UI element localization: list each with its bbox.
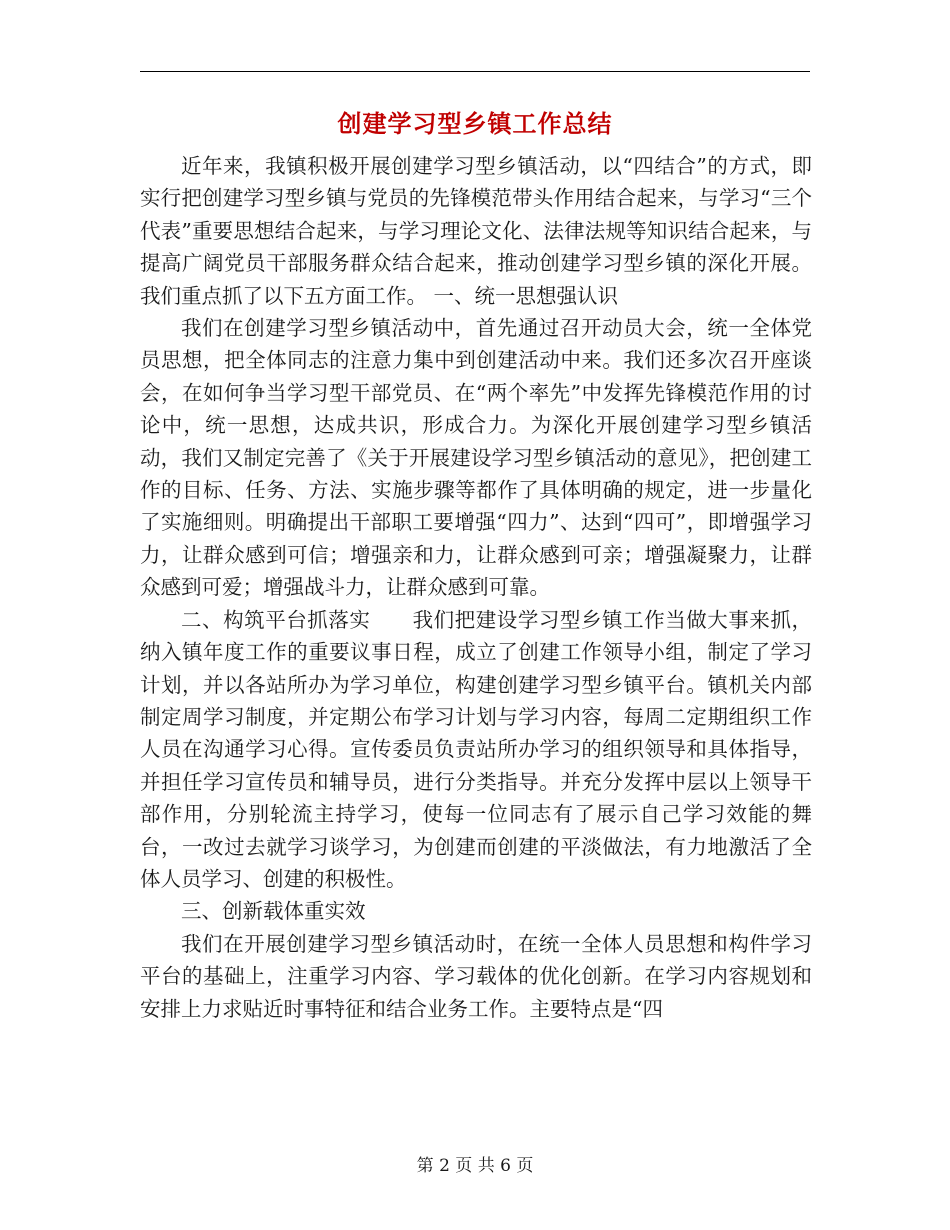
- paragraph-section-1: 我们在创建学习型乡镇活动中，首先通过召开动员大会，统一全体党员思想，把全体同志的注意力集中到创建活动中来。我们还多次召开座谈会，在如何争当学习型干部党员、在“两个率先”中发挥先锋模范作用的讨论中，统一思想，达成共识，形成合力。为深化开展创建学习型乡镇活动，我们又制定完善了《关于开展建设学习型乡镇活动的意见》，把创建工作的目标、任务、方法、实施步骤等都作了具体明确的规定，进一步量化了实施细则。明确提出干部职工要增强“四力”、达到“四可”，即增强学习力，让群众感到可信；增强亲和力，让群众感到可亲；增强凝聚力，让群众感到可爱；增强战斗力，让群众感到可靠。: [140, 316, 812, 600]
- header-rule: [140, 71, 810, 72]
- paragraph-section-2: 二、构筑平台抓落实 我们把建设学习型乡镇工作当做大事来抓，纳入镇年度工作的重要议事日程，成立了创建工作领导小组，制定了学习计划，并以各站所办为学习单位，构建创建学习型乡镇平台。镇机关内部制定周学习制度，并定期公布学习计划与学习内容，每周二定期组织工作人员在沟通学习心得。宣传委员负责站所办学习的组织领导和具体指导，并担任学习宣传员和辅导员，进行分类指导。并充分发挥中层以上领导干部作用，分别轮流主持学习，使每一位同志有了展示自己学习效能的舞台，一改过去就学习谈学习，为创建而创建的平淡做法，有力地激活了全体人员学习、创建的积极性。: [140, 607, 812, 891]
- page-number: 第 2 页 共 6 页: [416, 1156, 534, 1176]
- section-heading-3: 三、创新载体重实效: [181, 899, 366, 924]
- paragraph-section-3: 我们在开展创建学习型乡镇活动时，在统一全体人员思想和构件学习平台的基础上，注重学习内容、学习载体的优化创新。在学习内容规划和安排上力求贴近时事特征和结合业务工作。主要特点是“四: [140, 931, 812, 1021]
- document-body: [140, 150, 812, 1025]
- document-title: 创建学习型乡镇工作总结: [337, 109, 613, 138]
- paragraph-intro: 近年来，我镇积极开展创建学习型乡镇活动，以“四结合”的方式，即实行把创建学习型乡镇与党员的先锋模范带头作用结合起来，与学习“三个代表”重要思想结合起来，与学习理论文化、法律法规等知识结合起来，与提高广阔党员干部服务群众结合起来，推动创建学习型乡镇的深化开展。我们重点抓了以下五方面工作。 一、统一思想强认识: [140, 154, 812, 308]
